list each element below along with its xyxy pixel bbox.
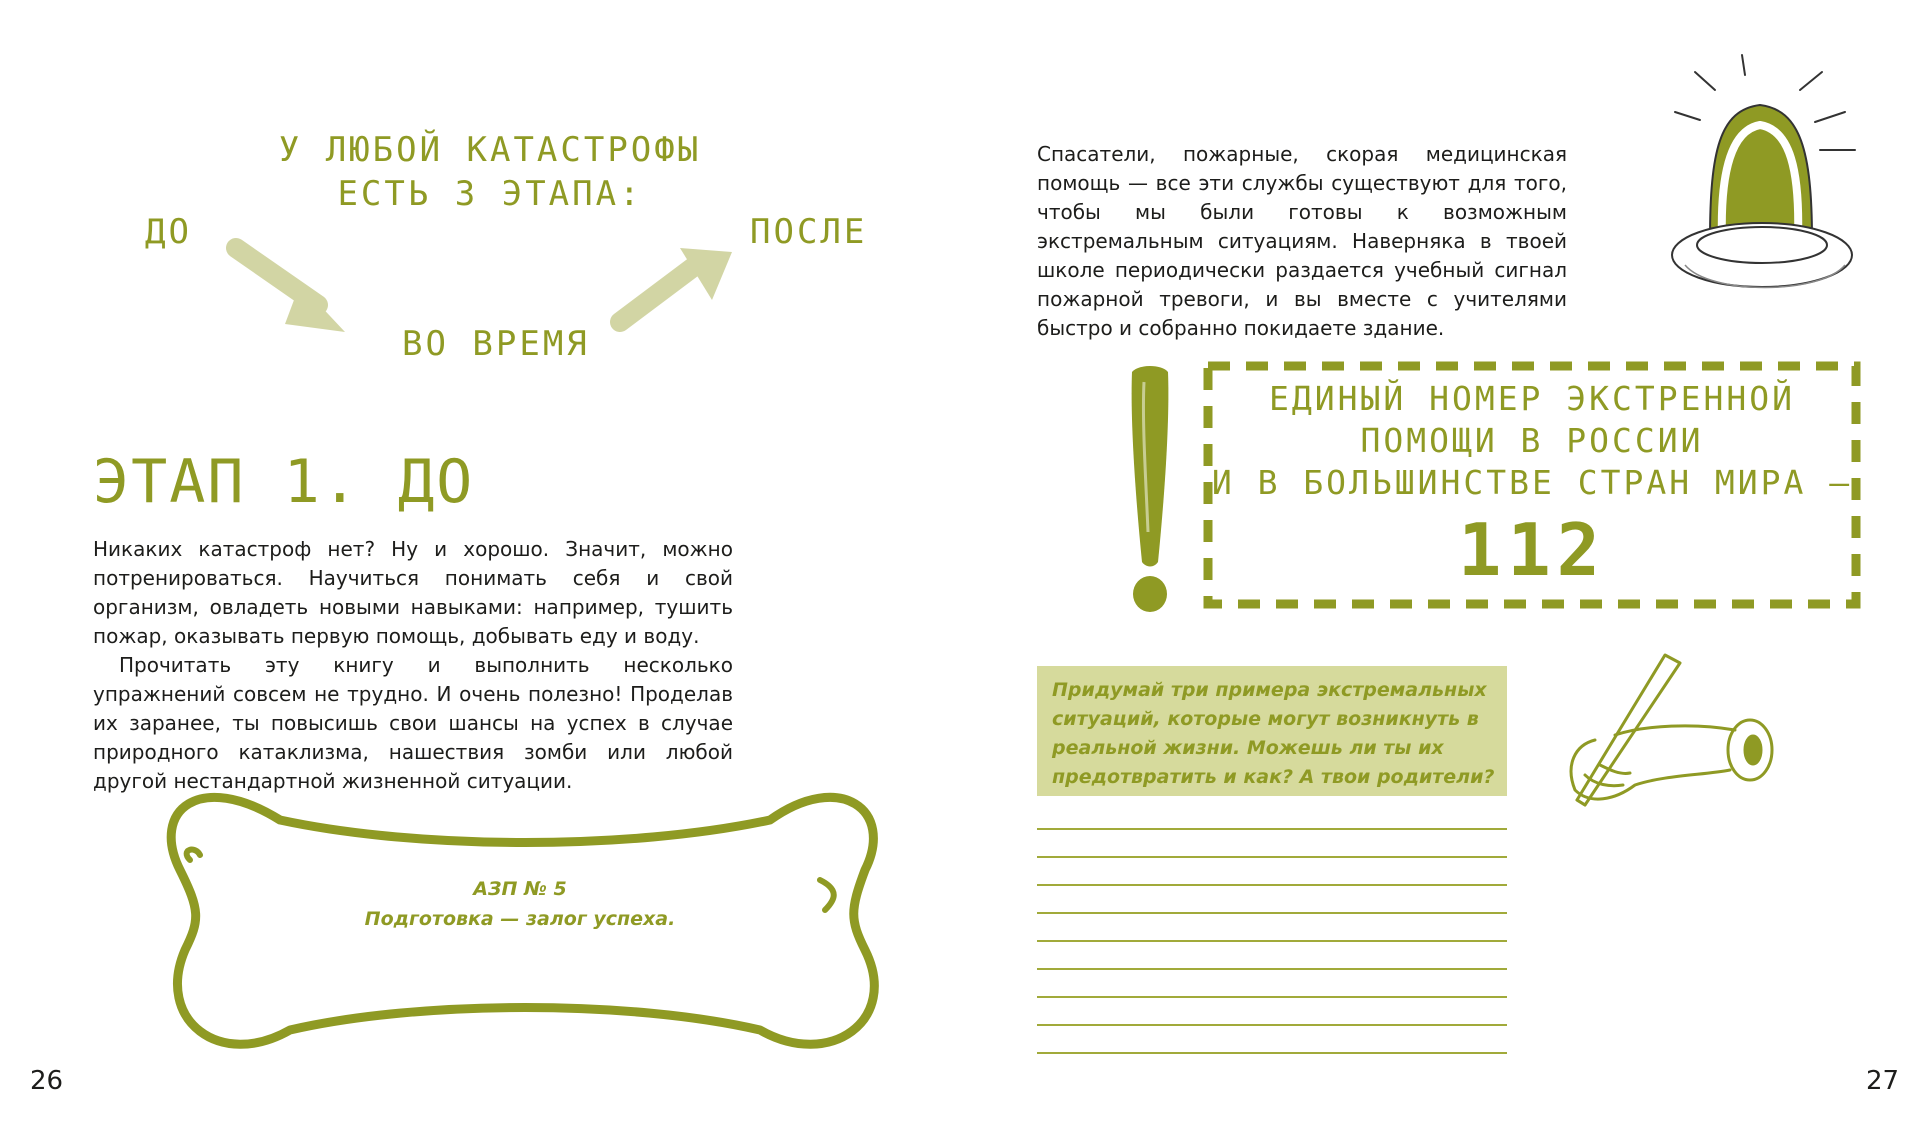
stage1-paragraph1: Никаких катастроф нет? Ну и хорошо. Значит, можно потренироваться. Научиться понимать себя и свой организм, овладеть новыми навыками: например, тушить пожар, оказывать первую помощь, добывать еду и воду.	[93, 537, 733, 648]
bone-caption-line2: Подготовка — залог успеха.	[364, 908, 676, 930]
answer-line[interactable]	[1037, 1024, 1507, 1026]
stage-after-label: ПОСЛЕ	[750, 212, 868, 252]
rescue-services-paragraph	[1037, 140, 1567, 343]
page-number-left: 26	[30, 1066, 64, 1096]
answer-line[interactable]	[1037, 1052, 1507, 1054]
answer-line[interactable]	[1037, 884, 1507, 886]
answer-line[interactable]	[1037, 856, 1507, 858]
task-text: Придумай три примера экстремальных ситуаций, которые могут возникнуть в реальной жизни. Можешь ли ты их предотвратить и как? А твои родители?	[1052, 679, 1495, 788]
emergency-number: 112	[1457, 508, 1607, 592]
stage1-paragraph2: Прочитать эту книгу и выполнить несколько упражнений совсем не трудно. И очень полезно! Проделав их заранее, ты повысишь свои шансы на успех в случае природного катаклизма, нашествия зомби или любой другой нестандартной жизненной ситуации.	[93, 653, 733, 793]
intro-title-line1: У ЛЮБОЙ КАТАСТРОФЫ	[278, 130, 702, 170]
answer-line[interactable]	[1037, 968, 1507, 970]
siren-icon	[1660, 50, 1880, 300]
intro-title-line2: ЕСТЬ 3 ЭТАПА:	[337, 174, 643, 214]
stage1-heading: ЭТАП 1. ДО	[93, 447, 475, 517]
rescue-services-text: Спасатели, пожарные, скорая медицинская помощь — все эти службы существуют для того, чтобы мы были готовы к возможным экстремальным ситуациям. Наверняка в твоей школе периодически раздается учебный сигнал пожарной тревоги, и вы вместе с учителями быстро и собранно покидаете здание.	[1037, 142, 1567, 340]
emergency-line2: ПОМОЩИ В РОССИИ	[1360, 421, 1704, 460]
stage-during-label: ВО ВРЕМЯ	[402, 324, 590, 364]
bone-caption-line1: АЗП № 5	[473, 878, 567, 900]
arrow-up-icon	[620, 248, 732, 322]
answer-line[interactable]	[1037, 828, 1507, 830]
page-number-right: 27	[1866, 1066, 1900, 1096]
answer-line[interactable]	[1037, 940, 1507, 942]
answer-line[interactable]	[1037, 912, 1507, 914]
emergency-info	[1202, 378, 1862, 504]
stage-before-label: ДО	[145, 212, 192, 252]
hand-pencil-icon	[1555, 645, 1815, 815]
emergency-line3: И В БОЛЬШИНСТВЕ СТРАН МИРА —	[1211, 463, 1853, 502]
exclamation-icon	[1118, 362, 1182, 618]
stage1-body	[93, 535, 733, 796]
answer-line[interactable]	[1037, 996, 1507, 998]
bone-caption	[350, 874, 690, 934]
emergency-line1: ЕДИНЫЙ НОМЕР ЭКСТРЕННОЙ	[1269, 379, 1795, 418]
arrow-down-icon	[236, 248, 345, 332]
